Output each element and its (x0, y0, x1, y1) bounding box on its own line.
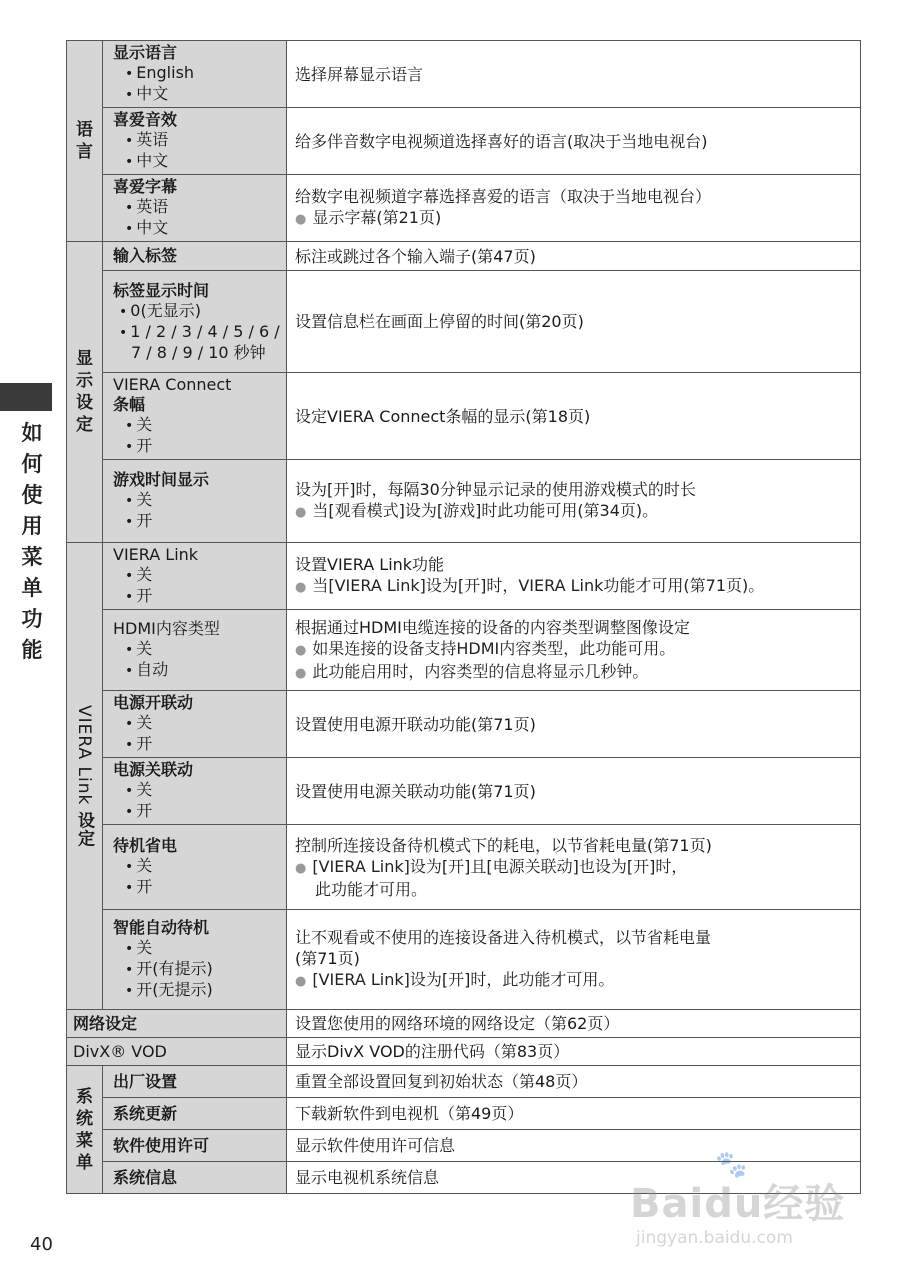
table-row (67, 460, 861, 543)
setting-subtitle-preference: 喜爱字幕 • 英语 • 中文 (103, 175, 287, 242)
group-language: 语言 (67, 41, 103, 242)
setting-description: 显示电视机系统信息 (287, 1162, 861, 1194)
setting-network: 网络设定 (67, 1010, 287, 1038)
group-viera-link-settings: VIERA Link 设定 (67, 543, 103, 1010)
setting-description: 下载新软件到电视机（第49页） (287, 1098, 861, 1130)
setting-description: 重置全部设置回复到初始状态（第48页） (287, 1066, 861, 1098)
watermark-url: jingyan.baidu.com (636, 1228, 793, 1248)
setting-hdmi-content-type: HDMI内容类型 • 关 • 自动 (103, 610, 287, 691)
table-row (67, 1098, 861, 1130)
setting-description: 设置VIERA Link功能 ● 当[VIERA Link]设为[开]时，VIERA Link功能才可用(第71页)。 (287, 543, 861, 610)
setting-description: 设定VIERA Connect条幅的显示(第18页) (287, 373, 861, 460)
table-row (67, 610, 861, 691)
table-row (67, 825, 861, 910)
setting-description: 选择屏幕显示语言 (287, 41, 861, 108)
group-system-menu: 系统菜单 (67, 1066, 103, 1194)
table-row (67, 41, 861, 108)
setting-description: 控制所连接设备待机模式下的耗电，以节省耗电量(第71页) ● [VIERA Link]设为[开]且[电源关联动]也设为[开]时， 此功能才可用。 (287, 825, 861, 910)
setting-description: 给数字电视频道字幕选择喜爱的语言（取决于当地电视台） ● 显示字幕(第21页) (287, 175, 861, 242)
table-row (67, 1038, 861, 1066)
setting-display-language: 显示语言 • English • 中文 (103, 41, 287, 108)
setting-divx-vod: DivX® VOD (67, 1038, 287, 1066)
menu-settings-table (66, 40, 861, 1194)
setting-software-license: 软件使用许可 (103, 1130, 287, 1162)
setting-description: 根据通过HDMI电缆连接的设备的内容类型调整图像设定 ● 如果连接的设备支持HDMI内容类型，此功能可用。 ● 此功能启用时，内容类型的信息将显示几秒钟。 (287, 610, 861, 691)
table-row (67, 910, 861, 1010)
table-row (67, 1066, 861, 1098)
table-row (67, 108, 861, 175)
setting-system-update: 系统更新 (103, 1098, 287, 1130)
setting-game-time-display: 游戏时间显示 • 关 • 开 (103, 460, 287, 543)
sidebar-tab-marker (0, 383, 52, 411)
table-row (67, 271, 861, 373)
setting-power-off-link: 电源关联动 • 关 • 开 (103, 758, 287, 825)
paw-icon: 🐾 (715, 1150, 748, 1180)
table-row (67, 175, 861, 242)
setting-label-display-time: 标签显示时间 • 0(无显示) • 1 / 2 / 3 / 4 / 5 / 6 / 7 / 8 / 9 / 10 秒钟 (103, 271, 287, 373)
table-row (67, 1010, 861, 1038)
setting-system-info: 系统信息 (103, 1162, 287, 1194)
setting-intelligent-auto-standby: 智能自动待机 • 关 • 开(有提示) • 开(无提示) (103, 910, 287, 1010)
setting-description: 让不观看或不使用的连接设备进入待机模式，以节省耗电量 (第71页) ● [VIERA Link]设为[开]时，此功能才可用。 (287, 910, 861, 1010)
sidebar-title: 如何使用菜单功能 (21, 421, 43, 662)
setting-description: 给多伴音数字电视频道选择喜好的语言(取决于当地电视台) (287, 108, 861, 175)
baidu-jingyan-watermark (610, 1150, 880, 1255)
page-number: 40 (30, 1234, 53, 1255)
table-row (67, 758, 861, 825)
setting-description: 设为[开]时，每隔30分钟显示记录的使用游戏模式的时长 ● 当[观看模式]设为[游戏]时此功能可用(第34页)。 (287, 460, 861, 543)
watermark-logo: Baidu经验 (630, 1181, 846, 1227)
setting-input-label: 输入标签 (103, 242, 287, 271)
setting-standby-power-save: 待机省电 • 关 • 开 (103, 825, 287, 910)
setting-factory-reset: 出厂设置 (103, 1066, 287, 1098)
setting-power-on-link: 电源开联动 • 关 • 开 (103, 691, 287, 758)
setting-description: 设置信息栏在画面上停留的时间(第20页) (287, 271, 861, 373)
setting-description: 显示软件使用许可信息 (287, 1130, 861, 1162)
setting-description: 标注或跳过各个输入端子(第47页) (287, 242, 861, 271)
table-row (67, 242, 861, 271)
setting-description: 显示DivX VOD的注册代码（第83页） (287, 1038, 861, 1066)
table-row (67, 373, 861, 460)
setting-audio-preference: 喜爱音效 • 英语 • 中文 (103, 108, 287, 175)
setting-description: 设置您使用的网络环境的网络设定（第62页） (287, 1010, 861, 1038)
setting-description: 设置使用电源关联动功能(第71页) (287, 758, 861, 825)
setting-description: 设置使用电源开联动功能(第71页) (287, 691, 861, 758)
setting-viera-link: VIERA Link • 关 • 开 (103, 543, 287, 610)
table-row (67, 543, 861, 610)
group-display: 显示设定 (67, 242, 103, 543)
setting-viera-connect-banner: VIERA Connect 条幅 • 关 • 开 (103, 373, 287, 460)
table-row (67, 691, 861, 758)
